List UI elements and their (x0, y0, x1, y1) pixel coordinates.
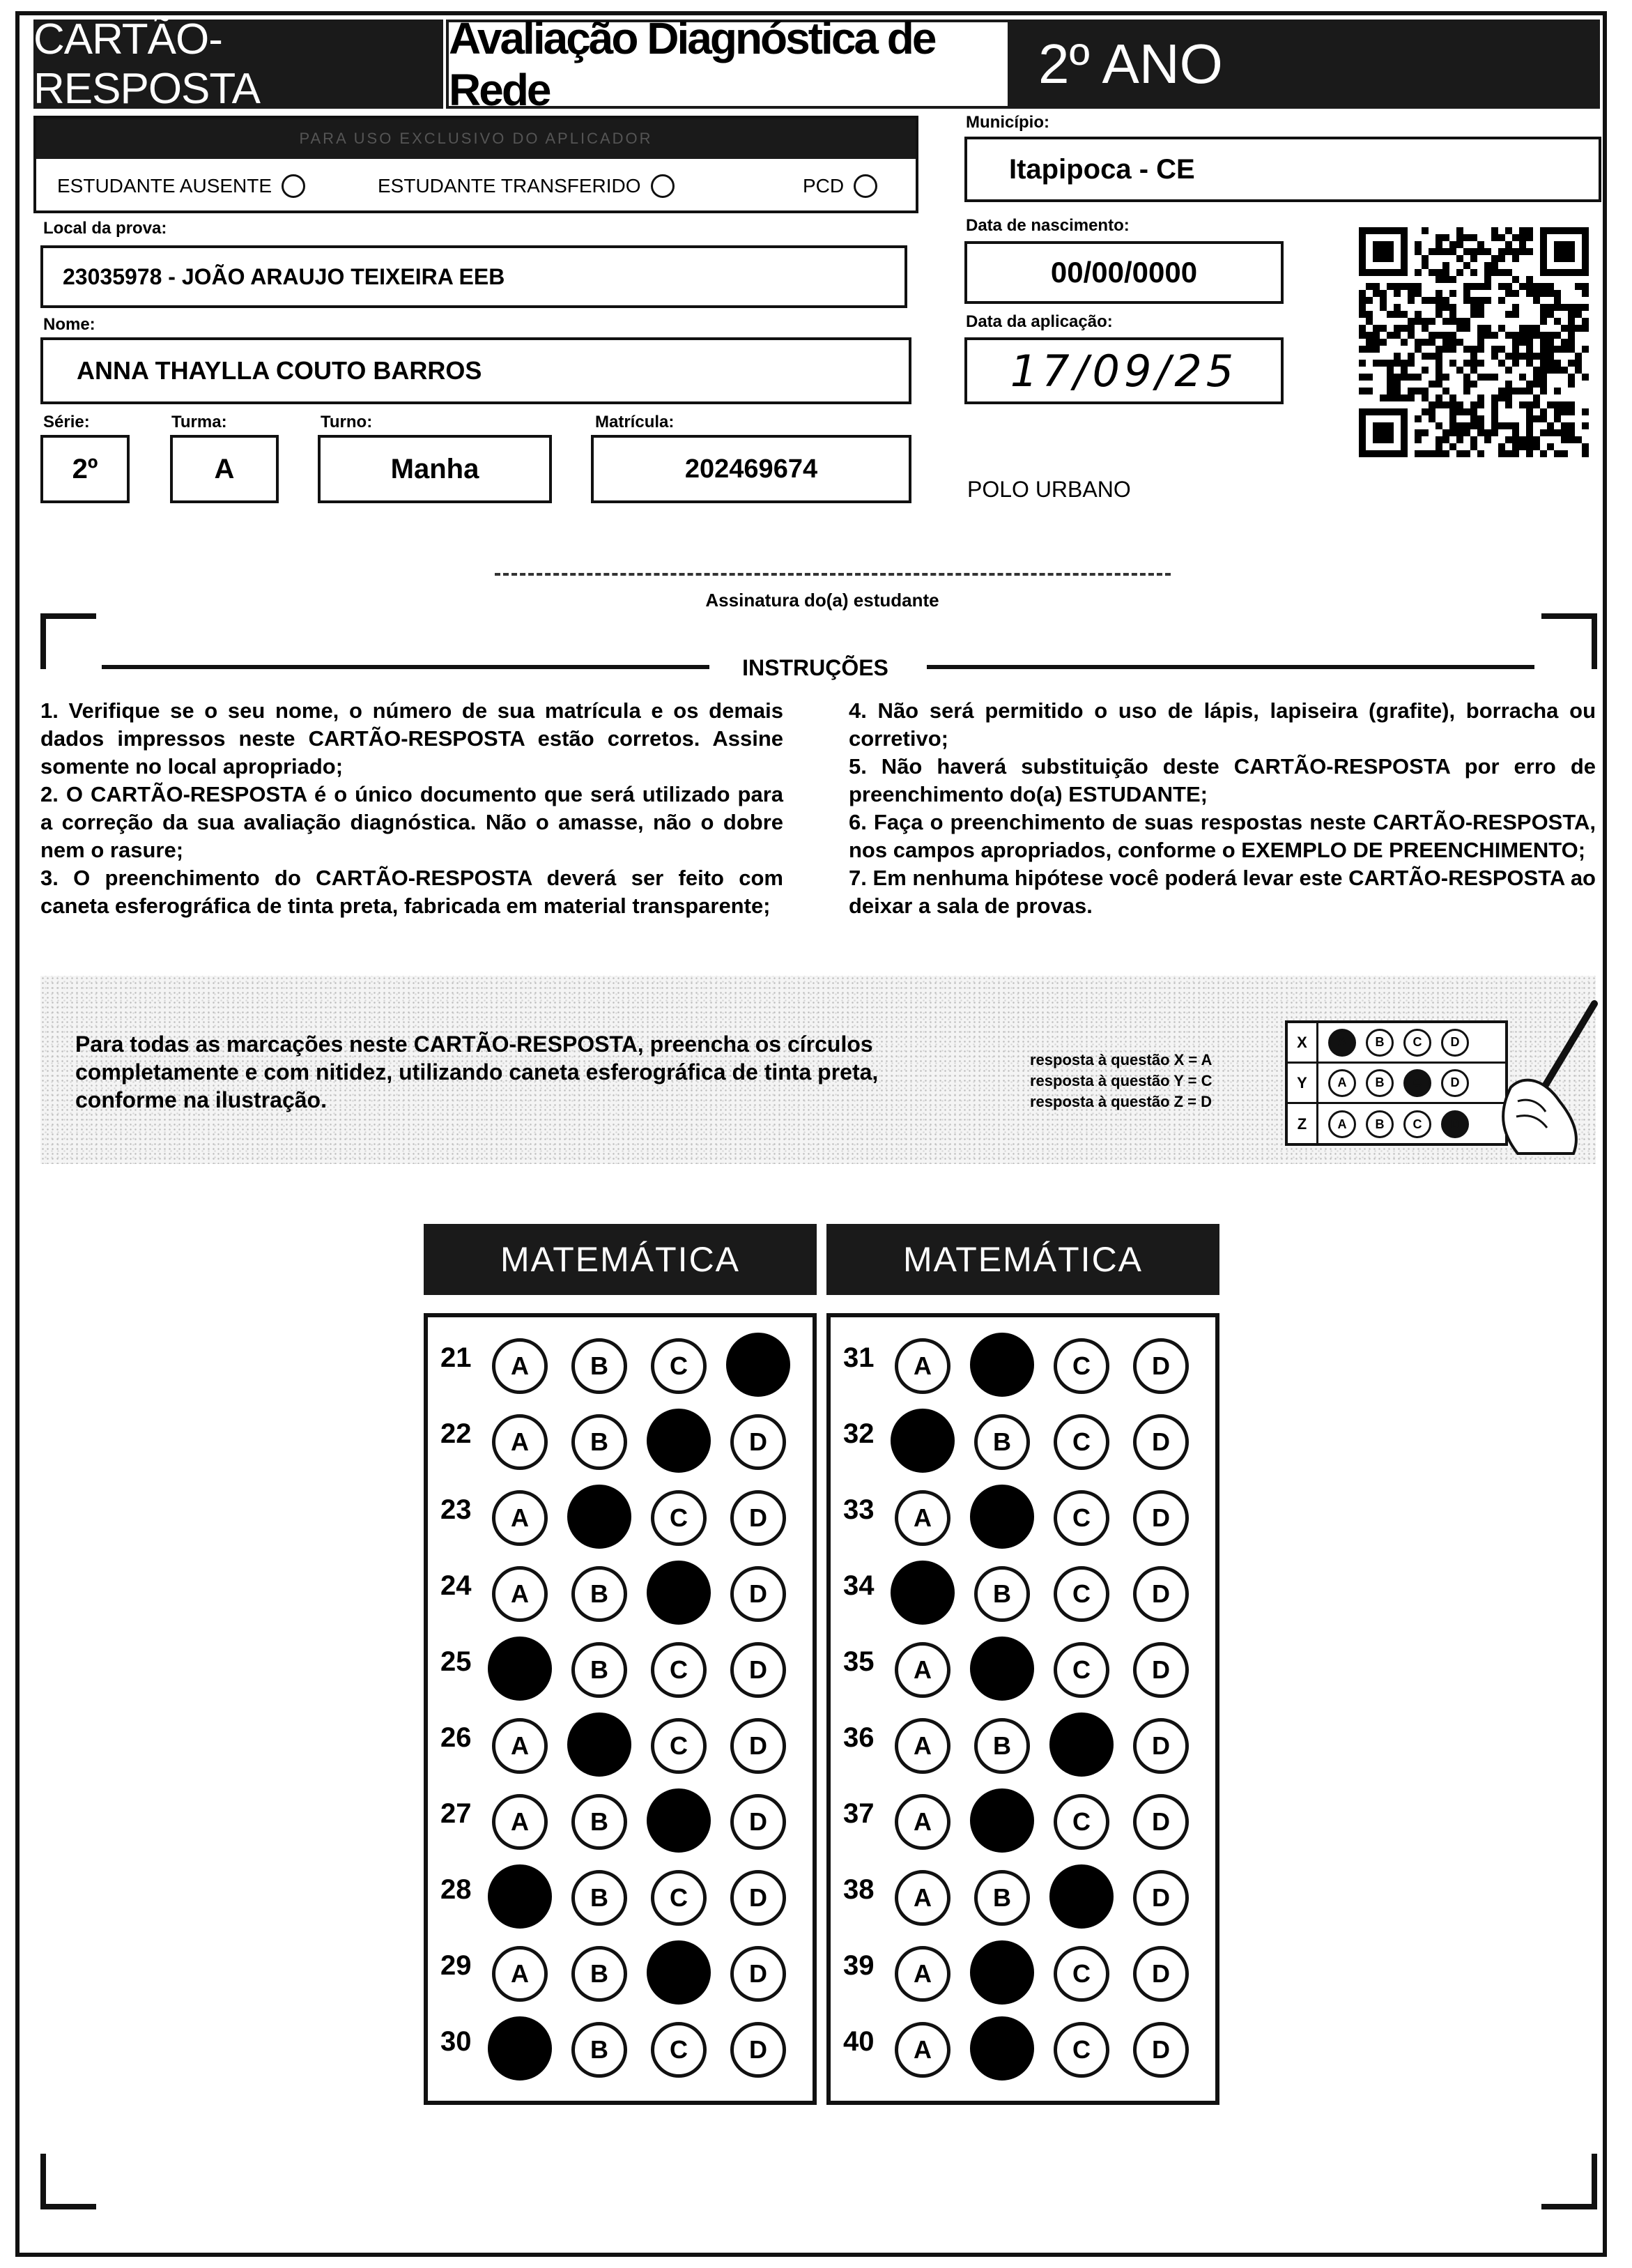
answer-bubble-d[interactable]: D (730, 1718, 786, 1774)
question-row (831, 2008, 1215, 2083)
question-row (428, 1856, 813, 1931)
local-label: Local da prova: (43, 219, 167, 238)
answer-bubble-c[interactable]: C (651, 1870, 707, 1926)
question-row (428, 2008, 813, 2083)
answer-bubble-b[interactable]: B (571, 1794, 627, 1850)
question-number: 31 (843, 1342, 875, 1373)
answer-bubble-a[interactable]: A (895, 1946, 950, 2002)
serie-label: Série: (43, 413, 90, 431)
municipio-label: Município: (966, 113, 1049, 132)
answer-bubble-d[interactable]: D (1133, 1946, 1189, 2002)
answer-bubble-c[interactable]: C (1054, 1414, 1109, 1470)
question-row (831, 1932, 1215, 2007)
question-number: 37 (843, 1798, 875, 1829)
legend-line: resposta à questão Z = D (1030, 1093, 1213, 1110)
answer-bubble-d[interactable]: D (730, 1946, 786, 2002)
question-number: 40 (843, 2026, 875, 2057)
question-number: 39 (843, 1950, 875, 1981)
answer-grid-2 (826, 1313, 1219, 2105)
instruction-item: 6. Faça o preenchimento de suas respostas neste CARTÃO-RESPOSTA, nos campos apropriados, conforme o EXEMPLO DE PREENCHIMENTO; (849, 810, 1596, 862)
question-row (831, 1704, 1215, 1779)
matricula-field (591, 435, 911, 503)
instruction-item: 5. Não haverá substituição deste CARTÃO-RESPOSTA por erro de preenchimento do(a) ESTUDANTE; (849, 754, 1596, 806)
instruction-item: 3. O preenchimento do CARTÃO-RESPOSTA deverá ser feito com caneta esferográfica de tinta preta, fabricada em material transparente; (40, 866, 783, 918)
answer-bubble-d[interactable]: D (1133, 1414, 1189, 1470)
municipio-value: Itapipoca - CE (1009, 153, 1195, 185)
question-number: 33 (843, 1494, 875, 1525)
municipio-field (964, 137, 1601, 202)
answer-bubble-c[interactable]: C (651, 1642, 707, 1698)
question-number: 22 (440, 1418, 472, 1449)
question-row (831, 1780, 1215, 1855)
transferred-bubble[interactable] (651, 174, 675, 198)
answer-bubble-a[interactable]: A (895, 1870, 950, 1926)
corner-mark-top-right (1541, 613, 1597, 669)
answer-bubble-b[interactable]: B (970, 1333, 1034, 1397)
turma-label: Turma: (171, 413, 227, 431)
answer-bubble-a[interactable]: A (492, 1794, 548, 1850)
pcd-label: PCD (803, 175, 845, 197)
turno-field (318, 435, 552, 503)
question-row (831, 1400, 1215, 1476)
aplicacao-label: Data da aplicação: (966, 312, 1113, 331)
answer-bubble-b[interactable]: B (970, 1940, 1034, 2005)
local-field (40, 245, 907, 308)
answer-bubble-d[interactable]: D (730, 1490, 786, 1546)
answer-bubble-a[interactable]: A (492, 1946, 548, 2002)
answer-bubble-c[interactable]: C (1049, 1713, 1114, 1777)
card-label: CARTÃO-RESPOSTA (33, 20, 443, 109)
aplicacao-field (964, 337, 1284, 404)
answer-bubble-d[interactable]: D (730, 1566, 786, 1622)
example-bubble-a: A (1328, 1029, 1356, 1057)
answer-bubble-d[interactable]: D (1133, 2022, 1189, 2078)
answer-bubble-a[interactable]: A (488, 1864, 552, 1929)
answer-bubble-b[interactable]: B (970, 1485, 1034, 1549)
signature-label: Assinatura do(a) estudante (705, 590, 939, 611)
nascimento-value: 00/00/0000 (1050, 256, 1198, 289)
answer-bubble-b[interactable]: B (970, 2016, 1034, 2081)
question-row (428, 1476, 813, 1551)
serie-field (40, 435, 130, 503)
question-number: 30 (440, 2026, 472, 2057)
question-number: 28 (440, 1874, 472, 1905)
question-number: 32 (843, 1418, 875, 1449)
absent-bubble[interactable] (282, 174, 305, 198)
answer-bubble-a[interactable]: A (895, 1338, 950, 1394)
answer-bubble-a[interactable]: A (488, 2016, 552, 2081)
answer-bubble-c[interactable]: C (1054, 1490, 1109, 1546)
question-row (428, 1400, 813, 1476)
instruction-item: 7. Em nenhuma hipótese você poderá levar este CARTÃO-RESPOSTA ao deixar a sala de provas. (849, 866, 1596, 918)
answer-bubble-d[interactable]: D (726, 1333, 790, 1397)
answer-bubble-a[interactable]: A (492, 1414, 548, 1470)
answer-bubble-d[interactable]: D (730, 1414, 786, 1470)
question-number: 21 (440, 1342, 472, 1373)
example-bubble-d: D (1441, 1029, 1469, 1057)
transferred-option[interactable] (378, 174, 675, 198)
answer-bubble-c[interactable]: C (1054, 1566, 1109, 1622)
turno-label: Turno: (321, 413, 373, 431)
answer-bubble-b[interactable]: B (571, 1566, 627, 1622)
answer-bubble-d[interactable]: D (1133, 1870, 1189, 1926)
question-row (831, 1856, 1215, 1931)
example-bubble-b: B (1366, 1069, 1394, 1097)
absent-label: ESTUDANTE AUSENTE (57, 175, 272, 197)
answer-bubble-c[interactable]: C (651, 1490, 707, 1546)
answer-bubble-b[interactable]: B (567, 1713, 631, 1777)
answer-bubble-d[interactable]: D (1133, 1794, 1189, 1850)
example-bubble-b: B (1366, 1029, 1394, 1057)
answer-bubble-d[interactable]: D (730, 1642, 786, 1698)
instructions-rule-right (927, 665, 1534, 669)
example-bubble-c: C (1403, 1110, 1431, 1138)
signature-line[interactable] (495, 573, 1171, 576)
question-number: 34 (843, 1570, 875, 1601)
answer-bubble-a[interactable]: A (895, 1490, 950, 1546)
answer-bubble-a[interactable]: A (492, 1566, 548, 1622)
answer-bubble-a[interactable]: A (492, 1338, 548, 1394)
legend-line: resposta à questão Y = C (1030, 1072, 1213, 1089)
answer-bubble-b[interactable]: B (974, 1870, 1030, 1926)
answer-bubble-b[interactable]: B (974, 1718, 1030, 1774)
example-bubble-c: C (1403, 1069, 1431, 1097)
turma-value: A (214, 453, 235, 484)
example-bubble-d: D (1441, 1110, 1469, 1138)
answer-bubble-c[interactable]: C (1054, 2022, 1109, 2078)
banner-legend (1030, 1050, 1212, 1112)
answer-bubble-d[interactable]: D (1133, 1642, 1189, 1698)
question-row (831, 1628, 1215, 1703)
answer-bubble-a[interactable]: A (891, 1561, 955, 1625)
answer-bubble-c[interactable]: C (651, 1718, 707, 1774)
corner-mark-bottom-right (1541, 2154, 1597, 2209)
matricula-label: Matrícula: (595, 413, 675, 431)
hand-pen-icon (1469, 997, 1608, 1157)
answer-bubble-c[interactable]: C (651, 2022, 707, 2078)
question-number: 23 (440, 1494, 472, 1525)
answer-bubble-c[interactable]: C (647, 1940, 711, 2005)
question-number: 35 (843, 1646, 875, 1677)
question-number: 27 (440, 1798, 472, 1829)
status-band: PARA USO EXCLUSIVO DO APLICADOR (36, 118, 916, 159)
corner-mark-top-left (40, 613, 96, 669)
answer-bubble-c[interactable]: C (647, 1788, 711, 1853)
subject-header-1: MATEMÁTICA (424, 1224, 817, 1295)
nome-field (40, 337, 911, 404)
question-row (831, 1476, 1215, 1551)
absent-option[interactable] (57, 174, 305, 198)
local-value: 23035978 - JOÃO ARAUJO TEIXEIRA EEB (63, 263, 505, 289)
answer-bubble-a[interactable]: A (895, 2022, 950, 2078)
nome-value: ANNA THAYLLA COUTO BARROS (77, 356, 482, 385)
exam-title: Avaliação Diagnóstica de Rede (446, 20, 1010, 109)
question-number: 24 (440, 1570, 472, 1601)
question-number: 38 (843, 1874, 875, 1905)
banner-text: Para todas as marcações neste CARTÃO-RESPOSTA, preencha os círculos completamente e com nitidez, utilizando caneta esferográfica de tinta preta, conforme na ilustração. (75, 1032, 879, 1112)
answer-bubble-d[interactable]: D (1133, 1718, 1189, 1774)
answer-grid-1 (424, 1313, 817, 2105)
answer-bubble-c[interactable]: C (647, 1409, 711, 1473)
example-bubble-b: B (1366, 1110, 1394, 1138)
fill-example-banner (40, 976, 1596, 1164)
question-row (428, 1552, 813, 1627)
answer-bubble-d[interactable]: D (1133, 1490, 1189, 1546)
polo-label: POLO URBANO (967, 477, 1131, 502)
answer-bubble-a[interactable]: A (492, 1490, 548, 1546)
pcd-option[interactable] (803, 174, 877, 198)
answer-bubble-d[interactable]: D (730, 1794, 786, 1850)
instruction-item: 4. Não será permitido o uso de lápis, lapiseira (grafite), borracha ou corretivo; (849, 698, 1596, 751)
example-bubble-d: D (1441, 1069, 1469, 1097)
question-number: 36 (843, 1722, 875, 1753)
nome-label: Nome: (43, 315, 95, 334)
question-row (428, 1932, 813, 2007)
example-bubble-c: C (1403, 1029, 1431, 1057)
instructions-left-column (40, 697, 783, 920)
answer-bubble-c[interactable]: C (1049, 1864, 1114, 1929)
instructions-right-column (849, 697, 1596, 920)
legend-line: resposta à questão X = A (1030, 1051, 1213, 1068)
serie-value: 2º (72, 453, 98, 484)
answer-bubble-c[interactable]: C (1054, 1946, 1109, 2002)
instructions-title: INSTRUÇÕES (742, 655, 888, 680)
answer-bubble-a[interactable]: A (895, 1642, 950, 1698)
answer-bubble-a[interactable]: A (895, 1794, 950, 1850)
answer-bubble-c[interactable]: C (1054, 1794, 1109, 1850)
answer-bubble-a[interactable]: A (488, 1637, 552, 1701)
question-row (831, 1552, 1215, 1627)
subject-header-2: MATEMÁTICA (826, 1224, 1219, 1295)
answer-bubble-b[interactable]: B (974, 1566, 1030, 1622)
answer-bubble-b[interactable]: B (974, 1414, 1030, 1470)
pcd-bubble[interactable] (854, 174, 877, 198)
nascimento-label: Data de nascimento: (966, 216, 1130, 235)
instructions-rule-left (102, 665, 709, 669)
answer-bubble-c[interactable]: C (651, 1338, 707, 1394)
answer-bubble-d[interactable]: D (1133, 1338, 1189, 1394)
question-row (428, 1628, 813, 1703)
answer-bubble-d[interactable]: D (1133, 1566, 1189, 1622)
answer-bubble-b[interactable]: B (571, 2022, 627, 2078)
question-row (428, 1780, 813, 1855)
example-question-label: Y (1288, 1064, 1318, 1102)
status-options (36, 167, 916, 208)
example-question-label: Z (1288, 1104, 1318, 1144)
answer-bubble-d[interactable]: D (730, 2022, 786, 2078)
example-bubble-a: A (1328, 1069, 1356, 1097)
question-row (428, 1324, 813, 1400)
answer-bubble-a[interactable]: A (891, 1409, 955, 1473)
nascimento-field (964, 241, 1284, 304)
grade-title: 2º ANO (1010, 20, 1600, 109)
answer-bubble-d[interactable]: D (730, 1870, 786, 1926)
question-number: 25 (440, 1646, 472, 1677)
turma-field (170, 435, 279, 503)
answer-bubble-b[interactable]: B (571, 1946, 627, 2002)
answer-bubble-b[interactable]: B (571, 1642, 627, 1698)
question-number: 29 (440, 1950, 472, 1981)
turno-value: Manha (390, 453, 479, 484)
answer-bubble-b[interactable]: B (567, 1485, 631, 1549)
question-number: 26 (440, 1722, 472, 1753)
corner-mark-bottom-left (40, 2154, 96, 2209)
answer-bubble-b[interactable]: B (571, 1414, 627, 1470)
qr-code (1359, 227, 1589, 457)
answer-bubble-a[interactable]: A (895, 1718, 950, 1774)
answer-bubble-c[interactable]: C (1054, 1642, 1109, 1698)
question-row (831, 1324, 1215, 1400)
answer-bubble-b[interactable]: B (970, 1788, 1034, 1853)
answer-bubble-c[interactable]: C (647, 1561, 711, 1625)
answer-bubble-b[interactable]: B (571, 1870, 627, 1926)
example-question-label: X (1288, 1023, 1318, 1062)
answer-bubble-b[interactable]: B (970, 1637, 1034, 1701)
instruction-item: 2. O CARTÃO-RESPOSTA é o único documento que será utilizado para a correção da sua avaliação diagnóstica. Não o amasse, não o dobre nem o rasure; (40, 782, 783, 862)
answer-bubble-a[interactable]: A (492, 1718, 548, 1774)
question-row (428, 1704, 813, 1779)
status-box (33, 116, 918, 213)
aplicacao-value: 17/09/25 (1010, 345, 1238, 397)
answer-bubble-b[interactable]: B (571, 1338, 627, 1394)
instruction-item: 1. Verifique se o seu nome, o número de sua matrícula e os demais dados impressos neste CARTÃO-RESPOSTA estão corretos. Assine somente no local apropriado; (40, 698, 783, 779)
matricula-value: 202469674 (684, 454, 818, 484)
example-bubble-a: A (1328, 1110, 1356, 1138)
answer-bubble-c[interactable]: C (1054, 1338, 1109, 1394)
transferred-label: ESTUDANTE TRANSFERIDO (378, 175, 641, 197)
